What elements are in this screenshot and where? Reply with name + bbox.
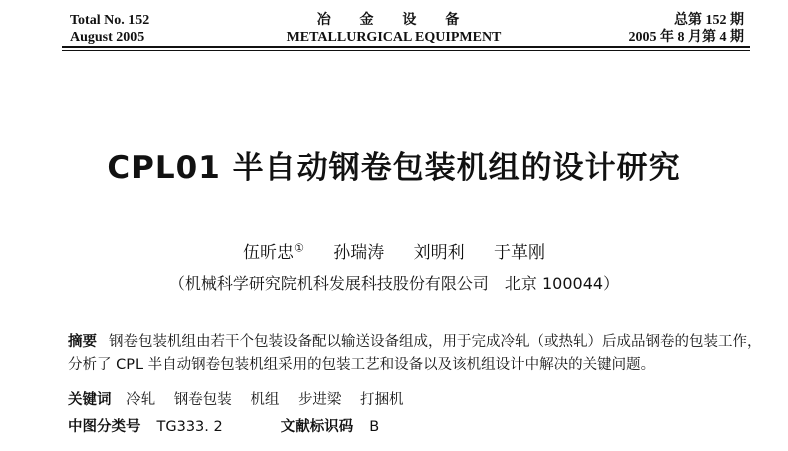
journal-name-cn: 冶 金 设 备 [316, 12, 472, 28]
abstract-label: 摘要 [68, 334, 97, 350]
header-right [629, 12, 745, 46]
author-list [0, 238, 788, 263]
keyword: 机组 [250, 392, 280, 408]
issue-date-cn: 2005 年 8 月第 4 期 [628, 30, 744, 45]
journal-header [0, 8, 788, 48]
doc-code-label: 文献标识码 [280, 419, 354, 435]
abstract-text: 钢卷包装机组由若干个包装设备配以输送设备组成，用于完成冷轧（或热轧）后成品钢卷的包装工作，分析了 CPL 半自动钢卷包装机组采用的包装工艺和设备以及该机组设计中解决的关键问题。 [68, 334, 762, 373]
doc-code-value: B [369, 419, 380, 435]
issue-number-cn: 总第 152 期 [674, 13, 744, 28]
keywords-label: 关键词 [68, 392, 112, 408]
keywords [68, 388, 418, 409]
keyword: 冷轧 [126, 392, 156, 408]
affiliation: （机械科学研究院机科发展科技股份有限公司 北京 100044） [168, 274, 620, 293]
header-rule-thin [62, 50, 750, 51]
keyword: 步进梁 [297, 392, 342, 408]
author [414, 243, 465, 263]
clc-label: 中图分类号 [68, 419, 141, 435]
classification [68, 415, 379, 436]
author [494, 243, 545, 263]
author-footnote-mark: ① [293, 241, 304, 255]
keyword: 打捆机 [360, 392, 404, 408]
author-name: 于革刚 [494, 243, 546, 263]
journal-name-en: METALLURGICAL EQUIPMENT [286, 30, 502, 45]
author-name: 孙瑞涛 [333, 243, 385, 263]
header-rule-thick [62, 46, 750, 48]
author-name: 刘明利 [413, 243, 465, 263]
issue-date-en: August 2005 [70, 30, 145, 45]
author [333, 243, 384, 263]
author [243, 243, 304, 263]
author-name: 伍昕忠 [242, 243, 294, 263]
clc-value: TG333. 2 [156, 419, 223, 435]
keyword: 钢卷包装 [173, 392, 232, 408]
paper-title: CPL01 半自动钢卷包装机组的设计研究 [107, 150, 681, 186]
issue-number-en: Total No. 152 [70, 13, 150, 28]
abstract [68, 331, 768, 377]
